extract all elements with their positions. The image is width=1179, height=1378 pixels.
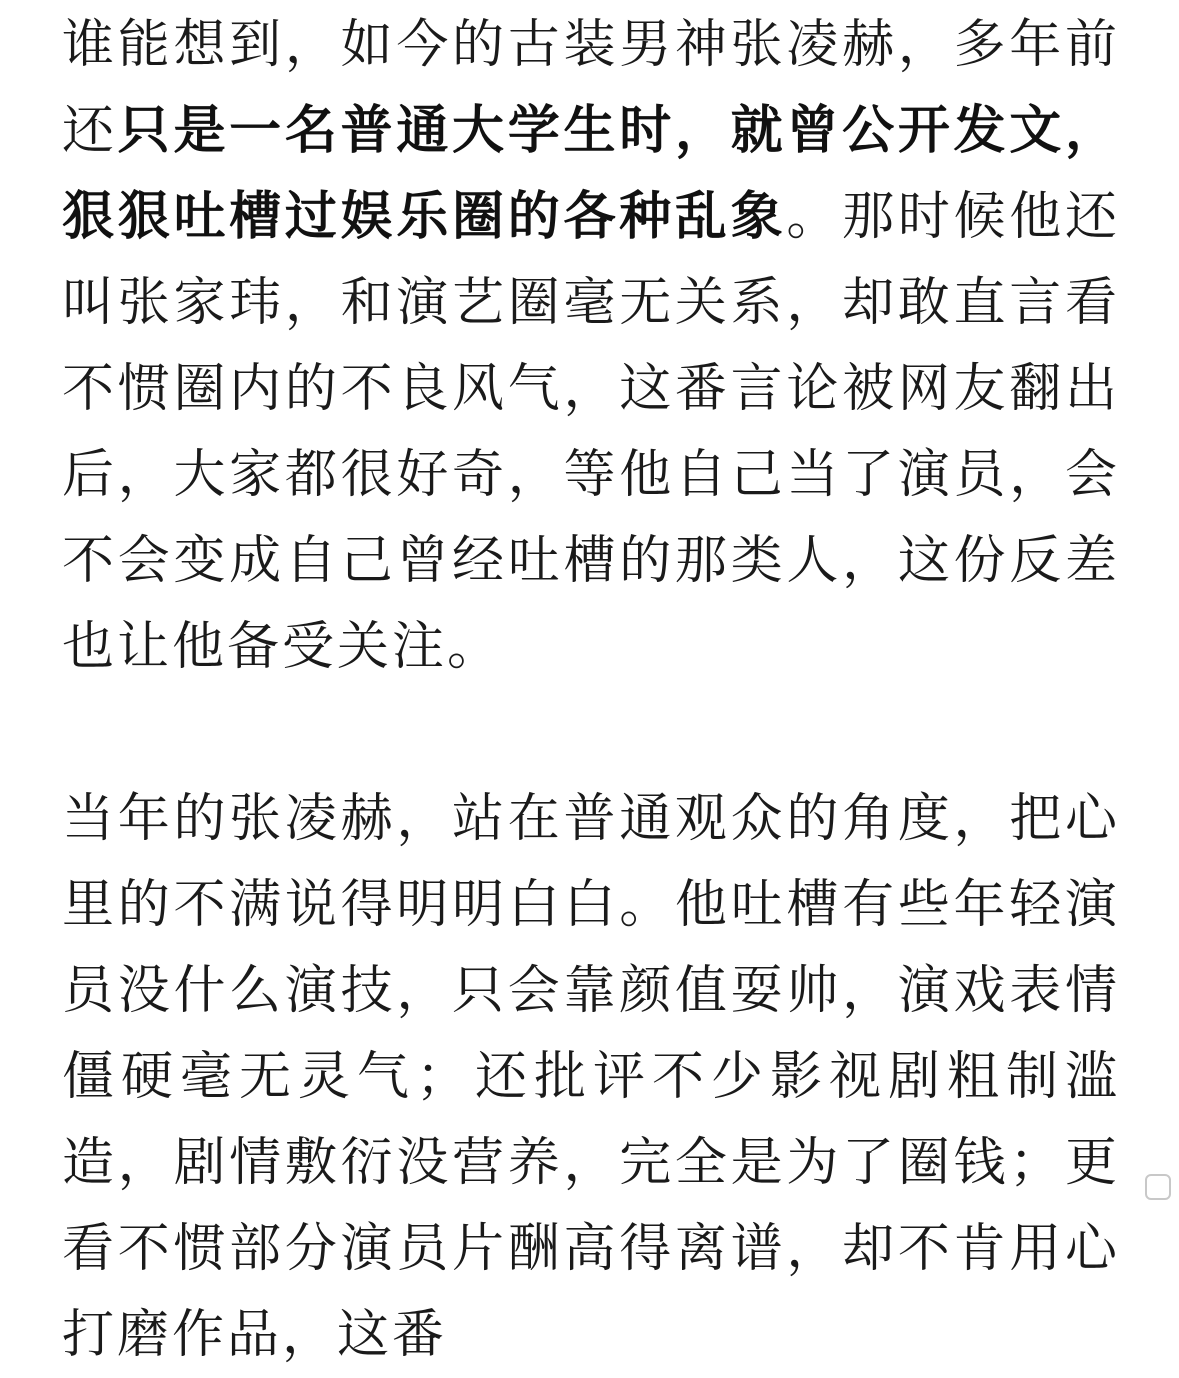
paragraph-bold-text: 只是一名普通大学生时，就曾公开发文，狠狠吐槽过娱乐圈的各种乱象 (62, 101, 1120, 247)
watermark-icon (1145, 1174, 1171, 1200)
article-paragraph (62, 776, 1120, 1378)
watermark-logo (1145, 1174, 1171, 1200)
article-paragraph (62, 0, 1120, 690)
paragraph-rest-text: 。那时候他还叫张家玮，和演艺圈毫无关系，却敢直言看不惯圈内的不良风气，这番言论被网友翻出后，大家都很好奇，等他自己当了演员，会不会变成自己曾经吐槽的那类人，这份反差也让他备受关注。 (62, 187, 1120, 677)
paragraph-text: 当年的张凌赫，站在普通观众的角度，把心里的不满说得明明白白。他吐槽有些年轻演员没什么演技，只会靠颜值耍帅，演戏表情僵硬毫无灵气；还批评不少影视剧粗制滥造，剧情敷衍没营养，完全是为了圈钱；更看不惯部分演员片酬高得离谱，却不肯用心打磨作品，这番 (62, 789, 1120, 1365)
article-body (62, 0, 1120, 1378)
paragraph-lead-text: 谁能想到，如今的古装男神张凌赫，多年前还 (62, 15, 1120, 161)
